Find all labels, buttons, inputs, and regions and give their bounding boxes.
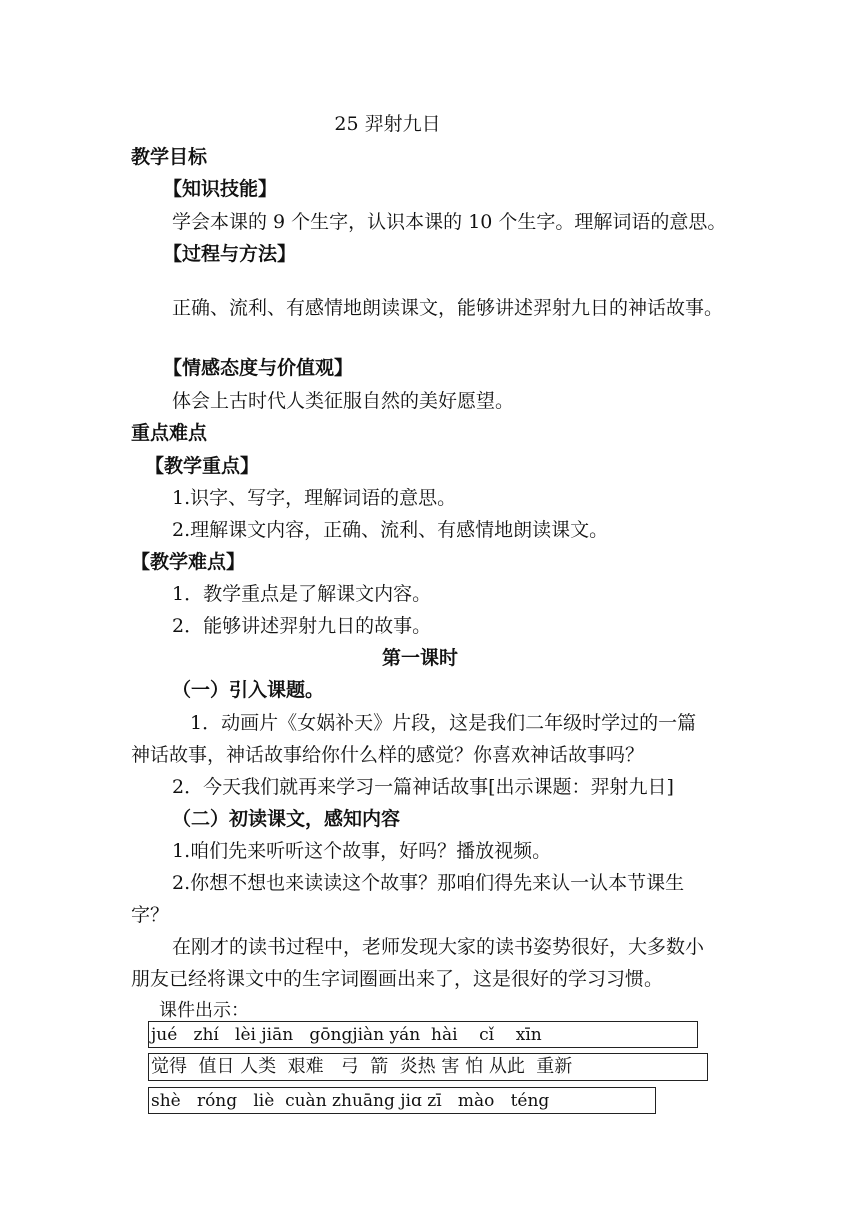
section1-paragraph: 神话故事，神话故事给你什么样的感觉？你喜欢神话故事吗？ xyxy=(131,744,645,766)
section2-paragraph: 2.你想不想也来读读这个故事？那咱们得先来认一认本节课生 xyxy=(172,872,685,894)
lesson-heading: 第一课时 xyxy=(382,647,459,669)
key-difficult-heading: 重点难点 xyxy=(131,422,208,444)
section2-paragraph: 朋友已经将课文中的生字词圈画出来了，这是很好的学习习惯。 xyxy=(131,968,664,990)
section1-heading: （一）引入课题。 xyxy=(172,679,325,701)
teaching-goals-heading: 教学目标 xyxy=(131,146,208,168)
vocabulary-row: 觉得 值日 人类 艰难 弓 箭 炎热 害 怕 从此 重新 xyxy=(148,1053,708,1081)
key-point-item: 2.理解课文内容，正确、流利、有感情地朗读课文。 xyxy=(172,519,609,541)
difficult-points-heading: 【教学难点】 xyxy=(131,551,246,573)
section2-paragraph: 字？ xyxy=(131,904,170,926)
difficult-point-item: 2．能够讲述羿射九日的故事。 xyxy=(172,615,432,637)
courseware-label: 课件出示： xyxy=(159,1000,249,1021)
section1-paragraph: 2．今天我们就再来学习一篇神话故事[出示课题：羿射九日] xyxy=(172,776,674,798)
pinyin-row-1: jué zhí lèi jiān gōngjiàn yán hài cǐ xīn xyxy=(148,1021,698,1048)
page-title: 25 羿射九日 xyxy=(334,113,441,135)
section1-paragraph: 1．动画片《女娲补天》片段，这是我们二年级时学过的一篇 xyxy=(190,712,697,734)
emotion-values-heading: 【情感态度与价值观】 xyxy=(163,357,354,379)
emotion-values-text: 体会上古时代人类征服自然的美好愿望。 xyxy=(172,390,515,412)
key-points-heading: 【教学重点】 xyxy=(145,455,260,477)
process-method-text: 正确、流利、有感情地朗读课文，能够讲述羿射九日的神话故事。 xyxy=(172,297,724,319)
key-point-item: 1.识字、写字，理解词语的意思。 xyxy=(172,487,457,509)
pinyin-row-2: shè róng liè cuàn zhuāng jiɑ zī mào téng xyxy=(148,1087,656,1114)
knowledge-skills-heading: 【知识技能】 xyxy=(163,178,278,200)
process-method-heading: 【过程与方法】 xyxy=(163,243,297,265)
knowledge-skills-text: 学会本课的 9 个生字，认识本课的 10 个生字。理解词语的意思。 xyxy=(172,211,727,233)
difficult-point-item: 1．教学重点是了解课文内容。 xyxy=(172,583,432,605)
section2-paragraph: 1.咱们先来听听这个故事，好吗？播放视频。 xyxy=(172,840,552,862)
section2-heading: （二）初读课文，感知内容 xyxy=(172,808,401,830)
section2-paragraph: 在刚才的读书过程中，老师发现大家的读书姿势很好，大多数小 xyxy=(172,936,705,958)
